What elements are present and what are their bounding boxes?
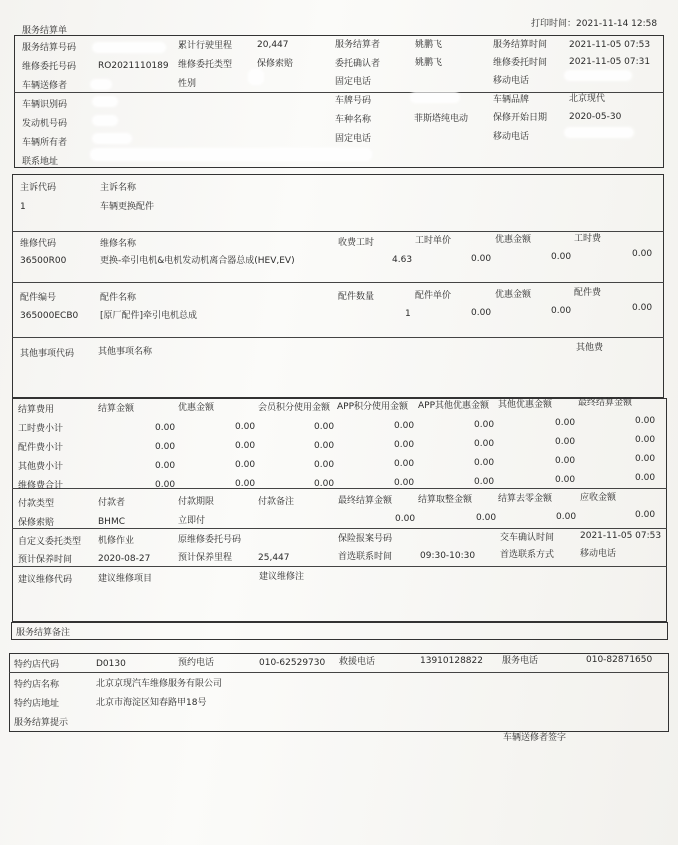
settle-cell: 0.00 xyxy=(635,454,656,464)
repair-unit: 0.00 xyxy=(471,254,492,264)
next-mile-value: 25,447 xyxy=(258,553,290,563)
settle-cell: 0.00 xyxy=(474,477,495,487)
mileage-label: 累计行驶里程 xyxy=(178,41,233,51)
remark-box xyxy=(11,622,668,640)
settle-header: 其他优惠金额 xyxy=(498,400,553,410)
pay-header: 最终结算金额 xyxy=(338,496,393,506)
pay-zero: 0.00 xyxy=(556,512,577,522)
redaction xyxy=(564,70,632,81)
order-type-label: 维修委托类型 xyxy=(178,60,233,70)
repair-fee: 0.00 xyxy=(632,249,653,259)
pay-payer: BHMC xyxy=(98,517,125,527)
rescue-phone-value: 13910128822 xyxy=(420,656,483,666)
settle-time-label: 服务结算时间 xyxy=(493,40,548,50)
dealer-code-label: 特约店代码 xyxy=(14,660,60,670)
delivery-label: 交车确认时间 xyxy=(500,533,555,543)
settle-cell: 0.00 xyxy=(394,478,415,488)
phone-label: 固定电话 xyxy=(335,77,372,87)
settle-row-label: 配件费小计 xyxy=(18,443,64,453)
repair-discount: 0.00 xyxy=(551,252,572,262)
vin-label: 车辆识别码 xyxy=(22,100,68,110)
settle-header: 会员积分使用金额 xyxy=(258,403,331,413)
divider xyxy=(12,566,667,567)
suggest-note-label: 建议维修注 xyxy=(259,572,305,582)
suggest-code-label: 建议维修代码 xyxy=(18,575,73,585)
pay-header: 付款者 xyxy=(98,498,126,508)
divider xyxy=(12,528,667,529)
dealer-code-value: D0130 xyxy=(96,659,126,669)
settle-cell: 0.00 xyxy=(314,460,335,470)
repair-header-name: 维修名称 xyxy=(100,239,137,249)
settle-cell: 0.00 xyxy=(635,416,656,426)
repair-header-hours: 收费工时 xyxy=(338,238,375,248)
delivery-value: 2021-11-05 07:53 xyxy=(580,531,662,541)
settle-cell: 0.00 xyxy=(474,458,495,468)
pay-final: 0.00 xyxy=(395,514,416,524)
settle-cell: 0.00 xyxy=(155,461,176,471)
warranty-label: 保修开始日期 xyxy=(493,113,548,123)
divider xyxy=(9,672,669,673)
pay-header: 结算去零金额 xyxy=(498,494,553,504)
advisor-value: 姚鹏飞 xyxy=(415,40,443,50)
redaction xyxy=(248,69,264,85)
booking-phone-label: 预约电话 xyxy=(178,658,215,668)
contact-way-value: 移动电话 xyxy=(580,549,617,559)
signature-label: 车辆送修者签字 xyxy=(503,733,567,743)
owner-mobile-label: 移动电话 xyxy=(493,132,530,142)
address-label: 联系地址 xyxy=(22,157,59,167)
engine-label: 发动机号码 xyxy=(22,119,68,129)
parts-discount: 0.00 xyxy=(551,306,572,316)
redaction xyxy=(92,96,118,107)
repair-header-unit: 工时单价 xyxy=(415,236,452,246)
brand-value: 北京现代 xyxy=(569,94,606,104)
settle-cell: 0.00 xyxy=(555,475,576,485)
other-header-fee: 其他费 xyxy=(576,343,604,353)
mileage-value: 20,447 xyxy=(257,40,289,50)
pay-receivable: 0.00 xyxy=(635,510,656,520)
settle-header: APP积分使用金额 xyxy=(337,402,409,412)
settle-cell: 0.00 xyxy=(635,435,656,445)
pay-header: 付款类型 xyxy=(18,499,55,509)
settle-cell: 0.00 xyxy=(235,422,256,432)
next-date-value: 2020-08-27 xyxy=(98,554,151,564)
settle-cell: 0.00 xyxy=(555,418,576,428)
settle-cell: 0.00 xyxy=(555,456,576,466)
order-no-label: 维修委托号码 xyxy=(22,62,77,72)
repair-header-discount: 优惠金额 xyxy=(495,235,532,245)
dealer-tip-label: 服务结算提示 xyxy=(14,718,69,728)
redaction xyxy=(92,133,132,144)
parts-code: 365000ECB0 xyxy=(20,311,79,321)
parts-qty: 1 xyxy=(405,309,411,319)
custom-type-value: 机修作业 xyxy=(98,536,135,546)
complaint-name: 车辆更换配件 xyxy=(100,202,155,212)
complaint-code: 1 xyxy=(20,202,26,212)
repair-header-fee: 工时费 xyxy=(574,234,602,244)
contact-time-value: 09:30-10:30 xyxy=(420,551,476,561)
settle-cell: 0.00 xyxy=(394,459,415,469)
redaction xyxy=(92,115,118,126)
rescue-phone-label: 救援电话 xyxy=(339,657,376,667)
confirm-label: 委托确认者 xyxy=(335,59,381,69)
settle-no-label: 服务结算号码 xyxy=(22,43,77,53)
contact-way-label: 首选联系方式 xyxy=(500,550,555,560)
confirm-value: 姚鹏飞 xyxy=(415,58,443,68)
settle-cell: 0.00 xyxy=(474,420,495,430)
settle-row-label: 其他费小计 xyxy=(18,462,64,472)
parts-header-fee: 配件费 xyxy=(574,288,602,298)
gender-label: 性别 xyxy=(178,79,197,89)
divider xyxy=(12,282,664,283)
parts-header-code: 配件编号 xyxy=(20,293,57,303)
pay-header: 应收金额 xyxy=(580,493,617,503)
service-phone-value: 010-82871650 xyxy=(586,655,653,665)
other-header-code: 其他事项代码 xyxy=(20,349,75,359)
service-phone-label: 服务电话 xyxy=(502,656,539,666)
redaction xyxy=(92,42,166,53)
suggest-item-label: 建议维修项目 xyxy=(98,574,153,584)
other-header-name: 其他事项名称 xyxy=(98,347,153,357)
parts-header-unit: 配件单价 xyxy=(415,291,452,301)
settle-header: 最终结算金额 xyxy=(578,398,633,408)
settle-cell: 0.00 xyxy=(314,441,335,451)
settle-cell: 0.00 xyxy=(235,460,256,470)
brand-label: 车辆品牌 xyxy=(493,95,530,105)
remark-label: 服务结算备注 xyxy=(16,628,71,638)
dealer-address-value: 北京市海淀区知春路甲18号 xyxy=(96,698,207,708)
pay-header: 结算取整金额 xyxy=(418,495,473,505)
dealer-name-value: 北京京现汽车维修服务有限公司 xyxy=(96,679,223,689)
parts-unit: 0.00 xyxy=(471,308,492,318)
order-no-value: RO2021110189 xyxy=(98,61,169,71)
dealer-name-label: 特约店名称 xyxy=(14,680,60,690)
advisor-label: 服务结算者 xyxy=(335,40,381,50)
settle-cell: 0.00 xyxy=(555,437,576,447)
settle-cell: 0.00 xyxy=(155,423,176,433)
next-mile-label: 预计保养里程 xyxy=(178,553,233,563)
pay-header: 付款期限 xyxy=(178,497,215,507)
settle-cell: 0.00 xyxy=(394,421,415,431)
document-title: 服务结算单 xyxy=(22,26,68,36)
warranty-value: 2020-05-30 xyxy=(569,112,622,122)
settle-time-value: 2021-11-05 07:53 xyxy=(569,40,651,50)
custom-type-label: 自定义委托类型 xyxy=(18,537,82,547)
settle-header: 结算金额 xyxy=(98,404,135,414)
settle-header: 优惠金额 xyxy=(178,403,215,413)
settle-cell: 0.00 xyxy=(394,440,415,450)
sender-label: 车辆送修者 xyxy=(22,81,68,91)
order-time-value: 2021-11-05 07:31 xyxy=(569,57,651,67)
order-type-value: 保修索赔 xyxy=(257,59,294,69)
settle-cell: 0.00 xyxy=(155,442,176,452)
settle-cell: 0.00 xyxy=(474,439,495,449)
orig-order-label: 原维修委托号码 xyxy=(178,535,242,545)
redaction xyxy=(410,92,460,103)
divider xyxy=(12,488,667,489)
next-date-label: 预计保养时间 xyxy=(18,555,73,565)
pay-type: 保修索赔 xyxy=(18,518,55,528)
pay-rounded: 0.00 xyxy=(476,513,497,523)
settle-cell: 0.00 xyxy=(635,473,656,483)
parts-fee: 0.00 xyxy=(632,303,653,313)
claim-no-label: 保险报案号码 xyxy=(338,534,393,544)
settle-cell: 0.00 xyxy=(235,441,256,451)
plate-label: 车牌号码 xyxy=(335,96,372,106)
model-label: 车种名称 xyxy=(335,115,372,125)
pay-header: 付款备注 xyxy=(258,497,295,507)
dealer-address-label: 特约店地址 xyxy=(14,699,60,709)
order-time-label: 维修委托时间 xyxy=(493,58,548,68)
owner-phone-label: 固定电话 xyxy=(335,134,372,144)
settle-header: 结算费用 xyxy=(18,405,55,415)
repair-name: 更换-牵引电机&电机发动机离合器总成(HEV,EV) xyxy=(100,256,295,266)
settle-cell: 0.00 xyxy=(155,480,176,490)
settle-header: APP其他优惠金额 xyxy=(418,401,490,411)
redaction xyxy=(564,127,634,138)
print-time: 打印时间：2021-11-14 12:58 xyxy=(531,19,658,29)
settle-cell: 0.00 xyxy=(314,479,335,489)
settle-row-label: 维修费合计 xyxy=(18,481,64,491)
divider xyxy=(12,231,664,232)
complaint-code-label: 主诉代码 xyxy=(20,183,57,193)
redaction xyxy=(90,148,372,161)
repair-header-code: 维修代码 xyxy=(20,239,57,249)
contact-time-label: 首选联系时间 xyxy=(338,552,393,562)
repair-code: 36500R00 xyxy=(20,256,67,266)
complaint-name-label: 主诉名称 xyxy=(100,183,137,193)
owner-label: 车辆所有者 xyxy=(22,138,68,148)
settle-cell: 0.00 xyxy=(314,422,335,432)
settlement-box xyxy=(12,398,667,622)
parts-name: [原厂配件]牵引电机总成 xyxy=(100,311,198,321)
settle-row-label: 工时费小计 xyxy=(18,424,64,434)
settle-cell: 0.00 xyxy=(235,479,256,489)
divider xyxy=(14,92,664,93)
booking-phone-value: 010-62529730 xyxy=(259,658,326,668)
redaction xyxy=(90,79,112,90)
parts-header-name: 配件名称 xyxy=(100,293,137,303)
parts-header-discount: 优惠金额 xyxy=(495,290,532,300)
model-value: 菲斯塔纯电动 xyxy=(414,114,469,124)
repair-hours: 4.63 xyxy=(392,255,413,265)
pay-term: 立即付 xyxy=(178,516,206,526)
divider xyxy=(12,337,664,338)
mobile-label: 移动电话 xyxy=(493,76,530,86)
parts-header-qty: 配件数量 xyxy=(338,292,375,302)
